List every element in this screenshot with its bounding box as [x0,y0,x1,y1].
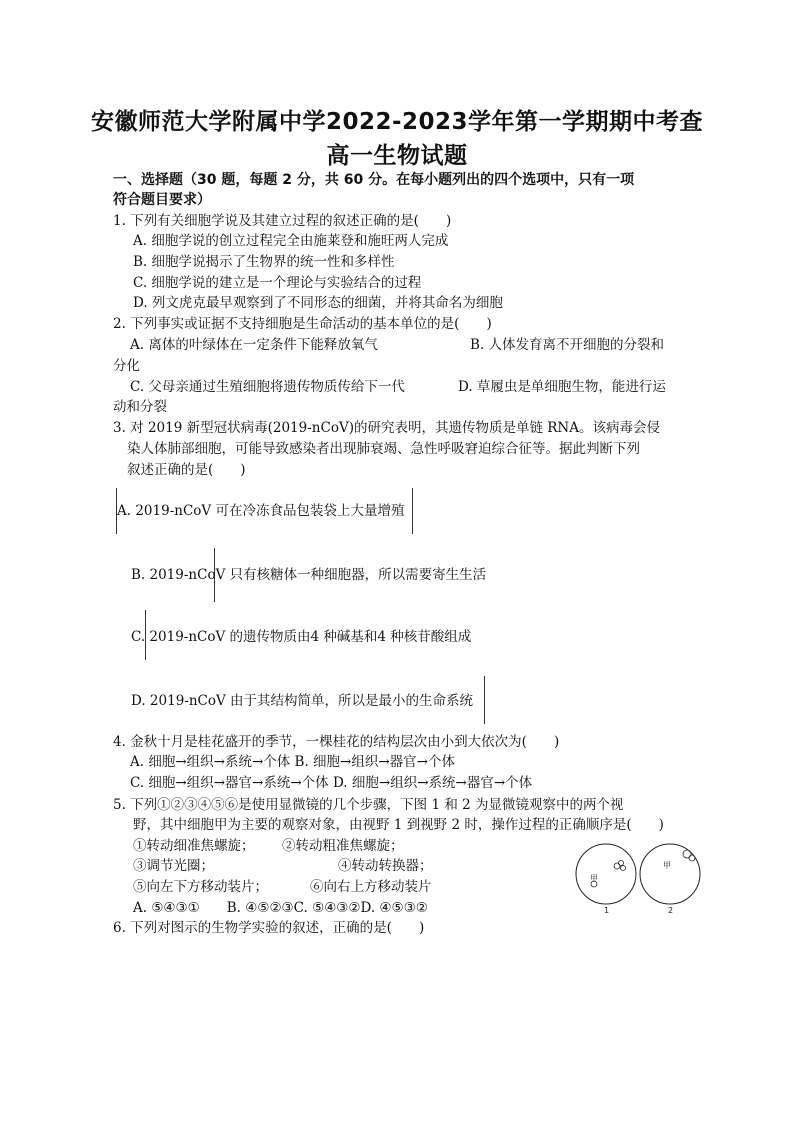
q5-options: A. ⑤④③① B. ④⑤②③C. ⑤④③②D. ④⑤③② [133,900,428,916]
q5-step-6: ⑥向右上方移动装片 [310,879,432,895]
q1-option-d: D. 列文虎克最早观察到了不同形态的细菌，并将其命名为细胞 [133,295,503,311]
q3-stem-line1: 3. 对 2019 新型冠状病毒(2019-nCoV)的研究表明，其遗传物质是单链 RNA。该病毒会侵 [113,420,660,436]
text-frame-line [412,488,413,534]
q4-options-cd: C. 细胞→组织→器官→系统→个体 D. 细胞→组织→系统→器官→个体 [130,775,533,791]
q2-option-d-cont: 动和分裂 [113,399,167,415]
q5-stem-line2: 野，其中细胞甲为主要的观察对象，由视野 1 到视野 2 时，操作过程的正确顺序是( ) [133,817,664,833]
microscope-field-figure [570,838,710,918]
q1-option-c: C. 细胞学说的建立是一个理论与实验结合的过程 [133,275,422,291]
q2-option-b: B. 人体发育离不开细胞的分裂和 [470,337,665,353]
page-title: 安徽师范大学附属中学2022-2023学年第一学期期中考查 [90,109,704,135]
q5-step-3: ③调节光圈； [133,858,214,874]
q2-option-b-cont: 分化 [113,358,140,374]
q4-options-ab: A. 细胞→组织→系统→个体 B. 细胞→组织→器官→个体 [130,754,455,770]
page-subtitle: 高一生物试题 [326,143,468,169]
cell-icon [621,866,626,871]
q1-option-b: B. 细胞学说揭示了生物界的统一性和多样性 [133,254,395,270]
q3-stem-line2: 染人体肺部细胞，可能导致感染者出现肺衰竭、急性呼吸窘迫综合征等。据此判断下列 [127,441,640,457]
cell-icon [619,861,624,866]
cell-icon [683,850,691,858]
section-heading: 一、选择题（30 题，每题 2 分，共 60 分。在每小题列出的四个选项中，只有一项 [113,172,635,188]
q3-option-c: C. 2019-nCoV 的遗传物质由4 种碱基和4 种核苷酸组成 [131,629,472,645]
q4-stem: 4. 金秋十月是桂花盛开的季节，一棵桂花的结构层次由小到大依次为( ) [113,734,560,750]
q3-stem-line3: 叙述正确的是( ) [127,462,246,478]
q3-option-b: B. 2019-nCoV 只有核糖体一种细胞器，所以需要寄生生活 [131,567,487,583]
text-frame-line [484,676,485,724]
cell-label: 甲 [590,874,598,883]
q3-option-d: D. 2019-nCoV 由于其结构简单，所以是最小的生命系统 [131,693,474,709]
field-of-view-1 [576,844,636,904]
cell-icon [689,855,695,861]
q5-step-1: ①转动细准焦螺旋； [133,838,255,854]
q5-step-2: ②转动粗准焦螺旋； [282,838,404,854]
q5-step-4: ④转动转换器； [338,858,433,874]
section-heading-cont: 符合题目要求） [113,192,211,208]
q2-option-d: D. 草履虫是单细胞生物，能进行运 [458,379,666,395]
figure-label-2: 2 [668,906,674,915]
q1-stem: 1. 下列有关细胞学说及其建立过程的叙述正确的是( ) [113,213,452,229]
cell-label: 甲 [663,861,671,870]
q2-option-c: C. 父母亲通过生殖细胞将遗传物质传给下一代 [130,379,405,395]
q5-step-5: ⑤向左下方移动装片； [133,879,268,895]
q2-option-a: A. 离体的叶绿体在一定条件下能释放氧气 [130,337,378,353]
q2-stem: 2. 下列事实或证据不支持细胞是生命活动的基本单位的是( ) [113,316,492,332]
q3-option-a: A. 2019-nCoV 可在冷冻食品包装袋上大量增殖 [117,503,405,519]
q5-stem-line1: 5. 下列①②③④⑤⑥是使用显微镜的几个步骤，下图 1 和 2 为显微镜观察中的两个视 [113,797,624,813]
q1-option-a: A. 细胞学说的创立过程完全由施莱登和施旺两人完成 [133,233,449,249]
figure-label-1: 1 [604,906,610,915]
q6-stem: 6. 下列对图示的生物学实验的叙述，正确的是( ) [113,920,425,936]
